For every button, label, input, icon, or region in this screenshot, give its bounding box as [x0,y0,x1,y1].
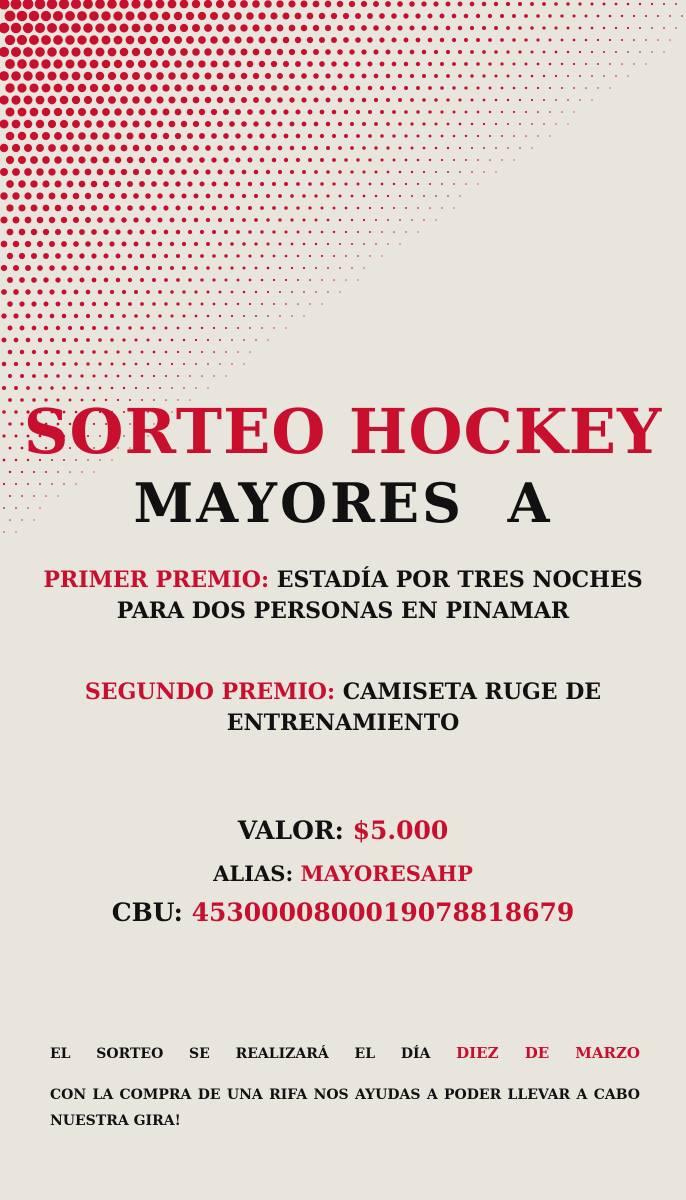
draw-date-line [50,1042,640,1065]
alias-line [0,856,686,892]
draw-date-value: DIEZ DE MARZO [456,1044,640,1062]
second-prize [40,677,646,739]
alias-label: ALIAS: [213,861,294,886]
price-line [0,813,686,849]
first-prize-text: ESTADÍA POR TRES NOCHES PARA DOS PERSONAS EN PINAMAR [116,567,643,624]
alias-value: MAYORESAHP [300,861,473,886]
second-prize-text: CAMISETA RUGE DE ENTRENAMIENTO [226,679,602,736]
raffle-title: SORTEO HOCKEY [23,395,663,468]
draw-date-text: EL SORTEO SE REALIZARÁ EL DÍA [50,1046,431,1062]
price-value: $5.000 [352,816,449,845]
first-prize [40,565,646,627]
team-name: MAYORES A [133,471,553,535]
cbu-line [0,895,686,931]
second-prize-label: SEGUNDO PREMIO: [84,679,336,705]
first-prize-label: PRIMER PREMIO: [43,567,270,593]
support-message: CON LA COMPRA DE UNA RIFA NOS AYUDAS A PODER LLEVAR A CABO NUESTRA GIRA! [50,1087,640,1129]
price-label: VALOR: [237,816,344,845]
cbu-value: 4530000800019078818679 [191,898,575,927]
cbu-label: CBU: [111,898,183,927]
